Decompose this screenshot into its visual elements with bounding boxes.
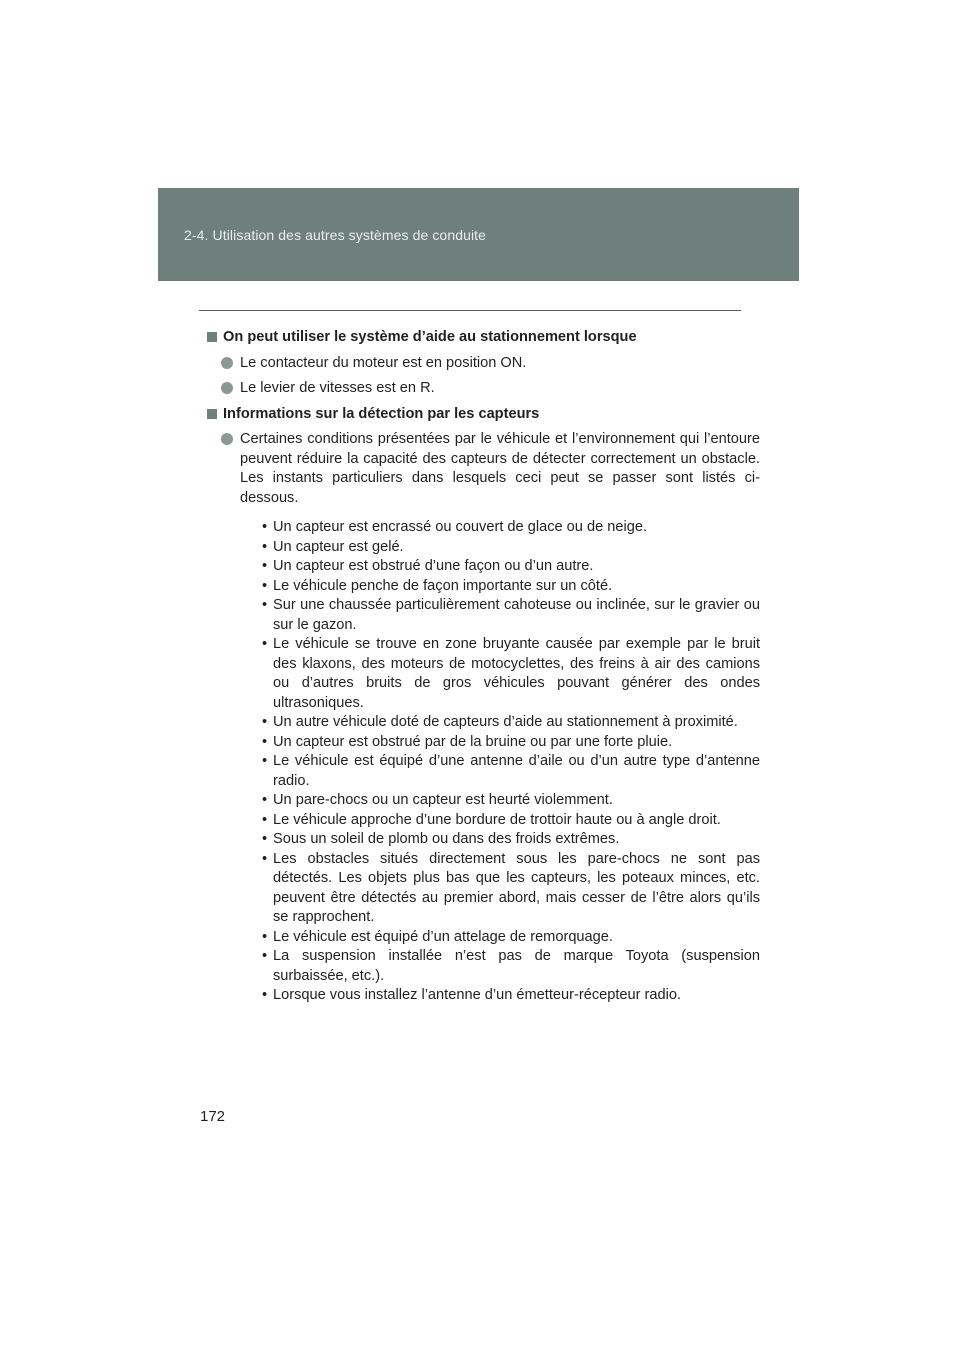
- list-item: • Sur une chaussée particulièrement cahoteuse ou inclinée, sur le gravier ou sur le gazon.: [262, 597, 760, 633]
- square-bullet-icon: [207, 332, 217, 342]
- page-number: 172: [200, 1108, 226, 1125]
- list-item: • Le véhicule est équipé d’une antenne d’aile ou d’un autre type d’antenne radio.: [262, 753, 760, 789]
- bullet-text: Certaines conditions présentées par le véhicule et l’environnement qui l’entoure peuvent réduire la capacité des capteurs de détecter correctement un obstacle. Les instants particuliers dans lesquels ceci peut se passer sont listés ci-dessous.: [240, 431, 760, 506]
- list-item: [221, 430, 760, 1006]
- list-item: • Un capteur est gelé.: [262, 538, 404, 555]
- circle-bullet-icon: [221, 357, 233, 369]
- circle-bullet-icon: [221, 382, 233, 394]
- section-heading: [207, 405, 727, 425]
- list-item: • Un pare-chocs ou un capteur est heurté violemment.: [262, 792, 613, 808]
- list-item: • Le véhicule approche d’une bordure de trottoir haute ou à angle droit.: [262, 811, 721, 828]
- list-item: • Les obstacles situés directement sous les pare-chocs ne sont pas détectés. Les objets plus bas que les capteurs, les poteaux minces, etc. peuvent être détectés au premier abord, mais cesser de l’être alors qu’ils se rapprochent.: [262, 850, 760, 925]
- circle-bullet-icon: [221, 433, 233, 445]
- square-bullet-icon: [207, 409, 217, 419]
- list-item: • Un capteur est obstrué d’une façon ou d’un autre.: [262, 558, 594, 574]
- list-item: • Sous un soleil de plomb ou dans des froids extrêmes.: [262, 831, 620, 847]
- page-content: [207, 328, 760, 1012]
- list-item: • Un autre véhicule doté de capteurs d’aide au stationnement à proximité.: [262, 714, 738, 730]
- list-item: • Un capteur est encrassé ou couvert de glace ou de neige.: [262, 519, 648, 535]
- heading-text: On peut utiliser le système d’aide au stationnement lorsque: [223, 329, 637, 345]
- header-rule: [199, 310, 741, 311]
- list-item: • Le véhicule est équipé d’un attelage de remorquage.: [262, 928, 613, 945]
- list-item: • Lorsque vous installez l’antenne d’un émetteur-récepteur radio.: [262, 987, 682, 1003]
- section-header-band: [158, 188, 799, 281]
- list-item: • Le véhicule se trouve en zone bruyante causée par exemple par le bruit des klaxons, des moteurs de motocyclettes, des freins à air des camions ou d’autres bruits de gros véhicules pouvant générer des ondes ultrasoniques.: [262, 636, 760, 711]
- bullet-text: Le contacteur du moteur est en position ON.: [240, 354, 527, 371]
- list-item: • Le véhicule penche de façon importante sur un côté.: [262, 577, 613, 594]
- condition-list: [262, 518, 760, 1006]
- section-title: 2-4. Utilisation des autres systèmes de conduite: [184, 227, 487, 243]
- list-item: • La suspension installée n’est pas de marque Toyota (suspension surbaissée, etc.).: [262, 948, 760, 984]
- list-item: • Un capteur est obstrué par de la bruine ou par une forte pluie.: [262, 733, 673, 750]
- section-heading: [207, 328, 727, 348]
- list-item: [221, 354, 727, 374]
- bullet-text: Le levier de vitesses est en R.: [240, 380, 435, 396]
- list-item: [221, 379, 727, 399]
- heading-text: Informations sur la détection par les capteurs: [223, 405, 540, 422]
